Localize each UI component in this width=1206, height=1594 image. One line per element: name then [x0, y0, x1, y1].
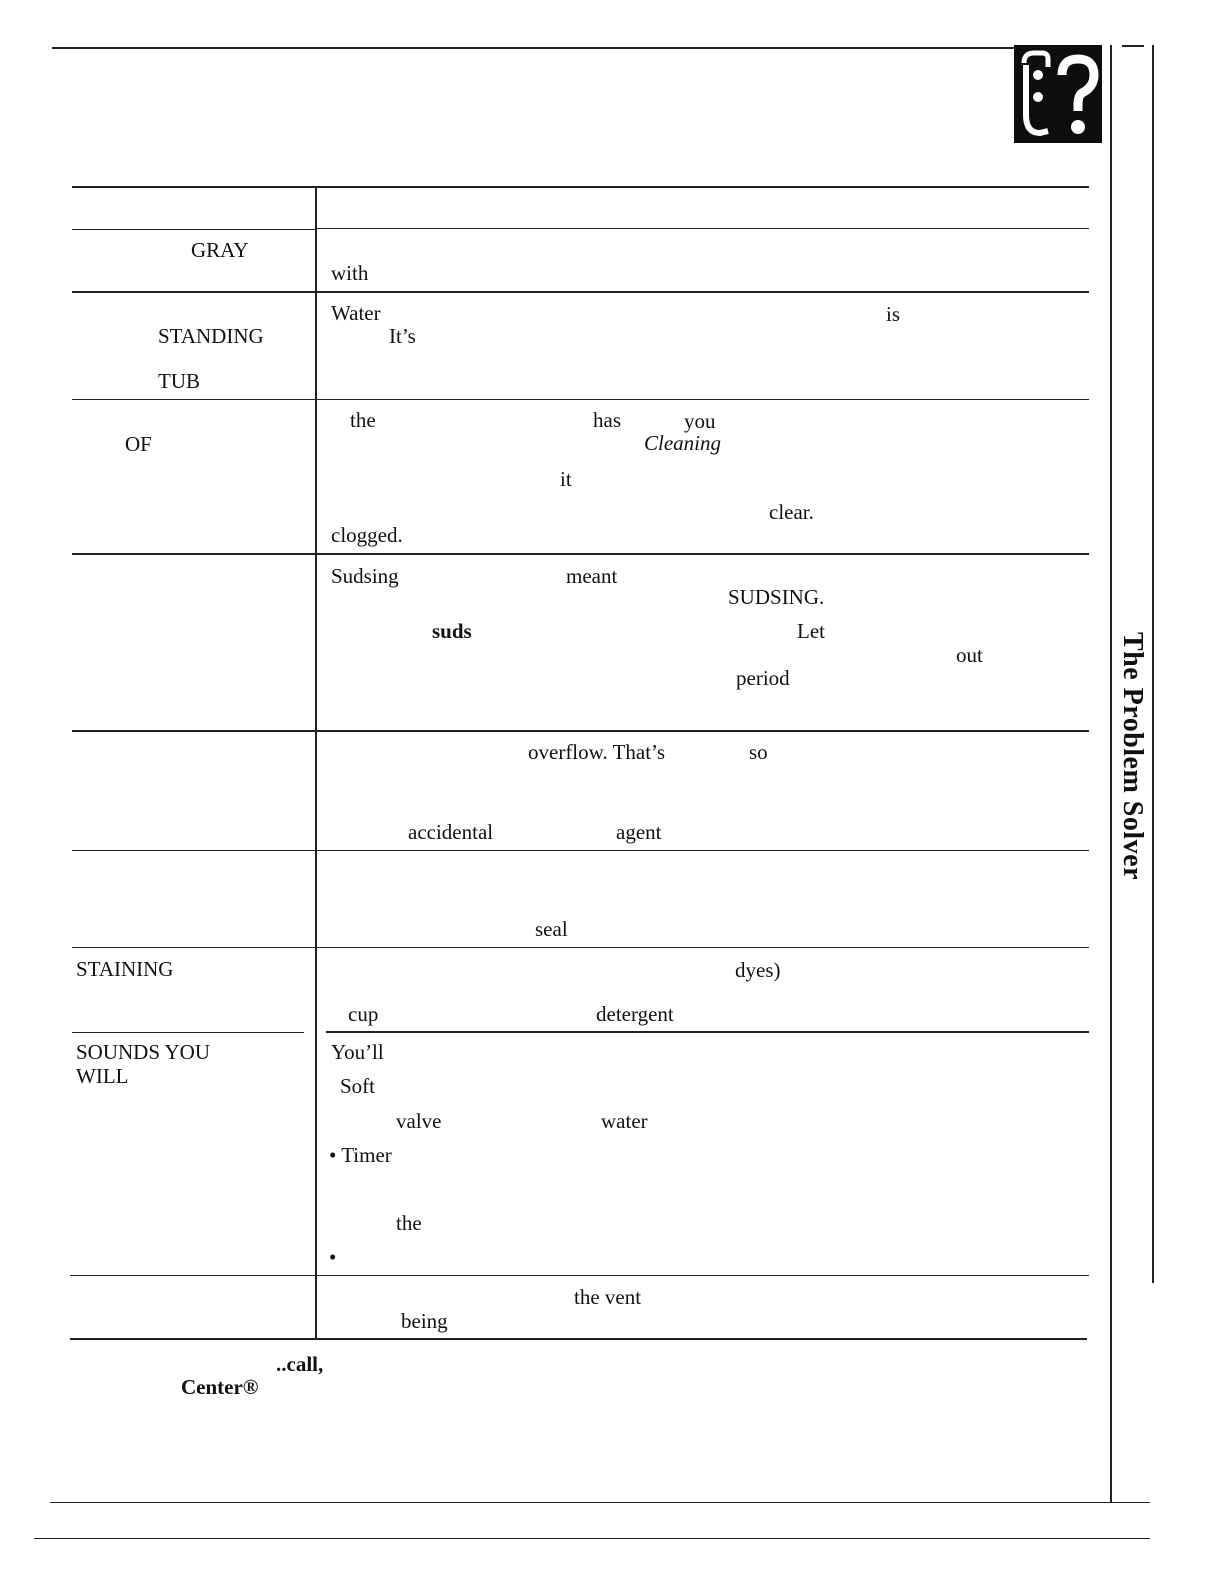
- row-sounds-text: water: [601, 1109, 648, 1133]
- row-rule-8b: [326, 1031, 1089, 1033]
- side-title-text: The Problem Solver: [1117, 632, 1148, 881]
- row-sounds-text: valve: [396, 1109, 442, 1133]
- row-sounds-text: the: [396, 1211, 422, 1235]
- row-sounds-text: Soft: [340, 1074, 376, 1098]
- row-vent-text: the vent: [574, 1285, 642, 1309]
- row-rule-8a: [72, 1032, 304, 1033]
- row-sounds-text: You’ll: [331, 1040, 384, 1064]
- row-rule-1: [72, 229, 316, 230]
- row-rule-7: [72, 947, 1089, 948]
- row-staining-label: STAINING: [76, 957, 174, 981]
- row-overflow-text: agent: [616, 820, 662, 844]
- row-sounds-text: • Timer: [329, 1143, 392, 1167]
- footer-center: Center®: [181, 1375, 259, 1399]
- row-staining-text: cup: [348, 1002, 379, 1026]
- table-bottom-rule: [70, 1338, 1087, 1340]
- row-vent-text: being: [401, 1309, 448, 1333]
- row-standing-text: It’s: [389, 324, 416, 348]
- row-of-text: the: [350, 408, 376, 432]
- row-suds-text: Sudsing: [331, 564, 399, 588]
- header-rule: [316, 228, 1089, 229]
- row-gray-label: GRAY: [191, 238, 249, 262]
- row-standing-label-2: TUB: [158, 369, 200, 393]
- right-margin-rule: [1110, 45, 1112, 1503]
- row-suds-text: suds: [432, 619, 472, 643]
- row-rule-3: [72, 399, 1089, 400]
- footer-call: ..call,: [276, 1352, 324, 1376]
- row-sounds-label-2: WILL: [76, 1064, 129, 1088]
- row-sounds-label: SOUNDS YOU: [76, 1040, 210, 1064]
- row-suds-text: out: [956, 643, 983, 667]
- row-rule-2: [72, 291, 1089, 293]
- row-rule-4: [72, 553, 1089, 555]
- side-title: [1116, 632, 1156, 932]
- row-staining-text: dyes): [735, 958, 781, 982]
- row-of-text: it: [560, 467, 572, 491]
- row-suds-text: meant: [566, 564, 618, 588]
- problem-solver-icon: [1014, 45, 1102, 143]
- row-seal-text: seal: [535, 917, 568, 941]
- row-sounds-text: •: [329, 1245, 337, 1269]
- row-overflow-text: overflow. That’s: [528, 740, 666, 764]
- row-standing-label: STANDING: [158, 324, 264, 348]
- page-bottom-rule: [34, 1538, 1150, 1539]
- row-of-label: OF: [125, 432, 152, 456]
- row-rule-9: [70, 1275, 1089, 1276]
- row-staining-text: detergent: [596, 1002, 674, 1026]
- row-overflow-text: accidental: [408, 820, 494, 844]
- row-standing-text: Water: [331, 301, 381, 325]
- row-of-text: clear.: [769, 500, 814, 524]
- row-suds-text: SUDSING.: [728, 585, 825, 609]
- row-suds-text: period: [736, 666, 790, 690]
- row-rule-6: [72, 850, 1089, 851]
- top-rule: [52, 47, 1014, 49]
- row-of-text: you: [684, 409, 716, 433]
- row-of-text: has: [593, 408, 621, 432]
- row-overflow-text: so: [749, 740, 768, 764]
- bottom-rule: [50, 1502, 1150, 1503]
- row-gray-text: with: [331, 261, 369, 285]
- row-standing-text: is: [886, 302, 901, 326]
- column-divider: [315, 188, 317, 1338]
- row-suds-text: Let: [797, 619, 825, 643]
- table-top-rule: [72, 186, 1089, 188]
- row-of-text: Cleaning: [644, 431, 721, 455]
- top-rule-right: [1122, 45, 1144, 47]
- row-of-text: clogged.: [331, 523, 403, 547]
- row-rule-5: [72, 730, 1089, 732]
